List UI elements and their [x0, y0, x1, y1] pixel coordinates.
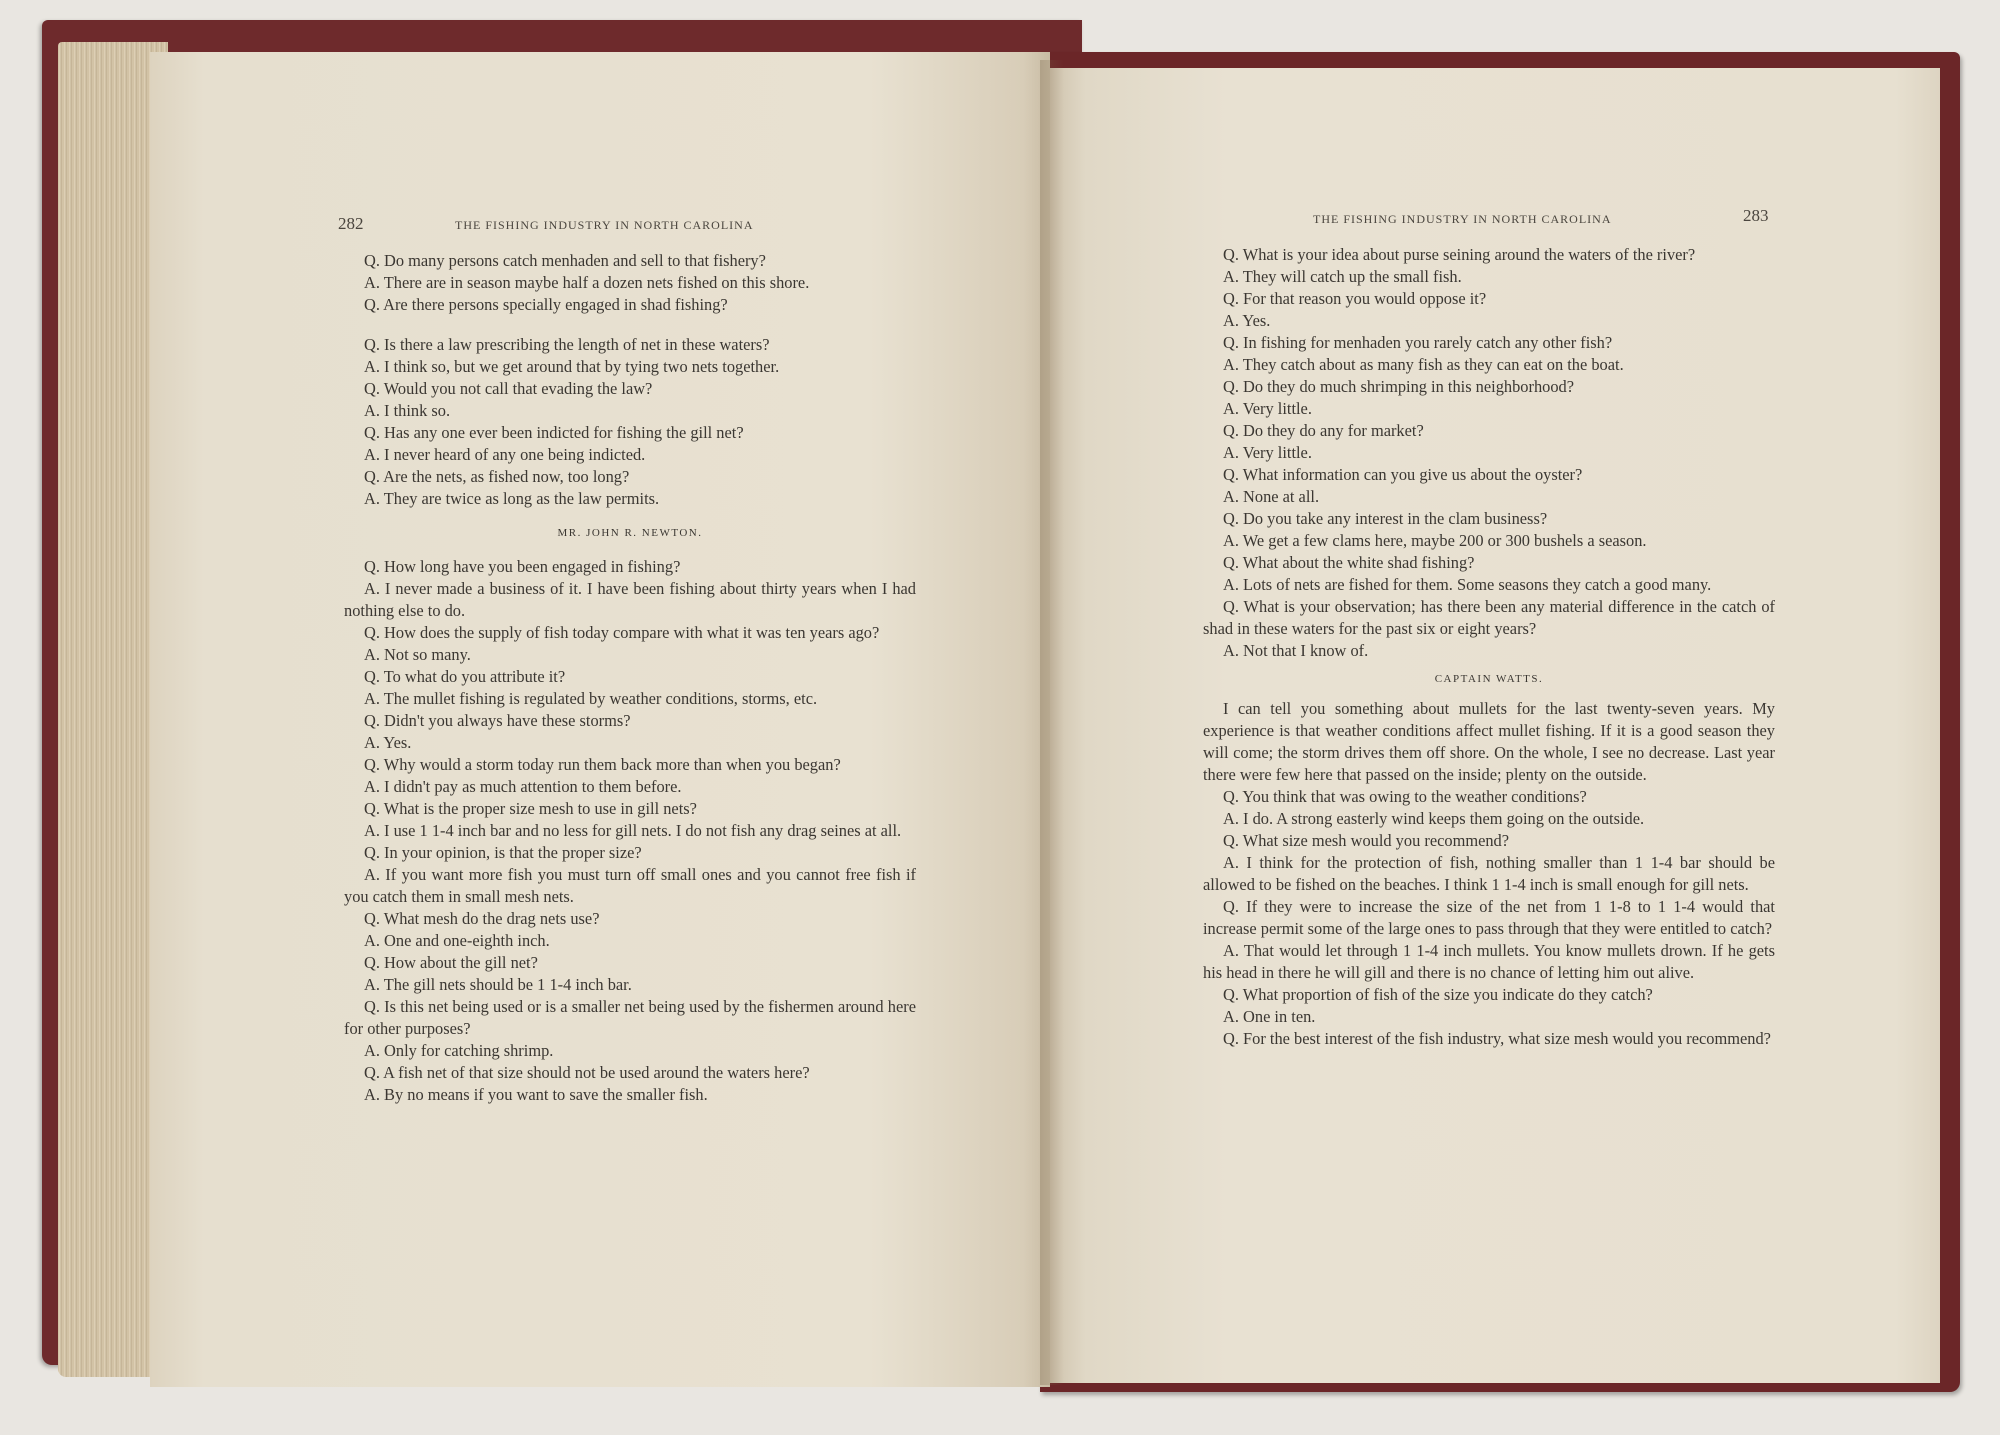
left-qa-group-3 — [344, 556, 916, 1106]
left-page-number: 282 — [338, 214, 364, 233]
paragraph: Q. Do they do much shrimping in this neighborhood? — [1223, 377, 1574, 396]
paragraph: Q. A fish net of that size should not be used around the waters here? — [364, 1063, 810, 1082]
paragraph: Q. Are there persons specially engaged in shad fishing? — [364, 295, 728, 314]
paragraph: A. I think so. — [364, 401, 451, 420]
right-running-head: THE FISHING INDUSTRY IN NORTH CAROLINA — [1313, 212, 1612, 226]
paragraph: A. By no means if you want to save the smaller fish. — [364, 1085, 708, 1104]
paragraph: A. Very little. — [1223, 443, 1312, 462]
paragraph: A. I think for the protection of fish, nothing smaller than 1 1-4 bar should be allowed to be fished on the beaches. I think 1 1-4 inch is small enough for gill nets. — [1203, 853, 1775, 894]
left-section-heading: MR. JOHN R. NEWTON. — [557, 527, 703, 539]
paragraph: Q. What is the proper size mesh to use in gill nets? — [364, 799, 697, 818]
paragraph: Q. What is your idea about purse seining around the waters of the river? — [1223, 245, 1696, 264]
left-running-head: THE FISHING INDUSTRY IN NORTH CAROLINA — [455, 218, 754, 232]
paragraph: A. I never made a business of it. I have been fishing about thirty years when I had nothing else to do. — [344, 579, 916, 620]
paragraph: Q. What proportion of fish of the size you indicate do they catch? — [1223, 985, 1653, 1004]
right-page-number: 283 — [1743, 206, 1769, 225]
paragraph: A. None at all. — [1223, 487, 1320, 506]
paragraph: A. Not so many. — [364, 645, 471, 664]
paragraph: Q. If they were to increase the size of the net from 1 1-8 to 1 1-4 would that increase permit some of the large ones to pass through that they were entitled to catch? — [1203, 897, 1775, 938]
paragraph: Q. What is your observation; has there been any material difference in the catch of shad in these waters for the past six or eight years? — [1203, 597, 1775, 638]
paragraph: A. Yes. — [364, 733, 412, 752]
paragraph: A. Lots of nets are fished for them. Some seasons they catch a good many. — [1223, 575, 1712, 594]
right-qa-group-2 — [1203, 698, 1775, 1050]
paragraph: A. There are in season maybe half a dozen nets fished on this shore. — [364, 273, 810, 292]
paragraph: Q. Are the nets, as fished now, too long? — [364, 467, 630, 486]
paragraph: Q. For that reason you would oppose it? — [1223, 289, 1487, 308]
paragraph: A. One in ten. — [1223, 1007, 1316, 1026]
paragraph: Q. In fishing for menhaden you rarely catch any other fish? — [1223, 333, 1613, 352]
paragraph: A. They will catch up the small fish. — [1223, 267, 1462, 286]
paragraph: A. I never heard of any one being indicted. — [364, 445, 646, 464]
left-text-block — [344, 250, 916, 1106]
paragraph: A. They are twice as long as the law permits. — [364, 489, 660, 508]
paragraph: A. Only for catching shrimp. — [364, 1041, 554, 1060]
paragraph: Q. What information can you give us about the oyster? — [1223, 465, 1583, 484]
paragraph: A. They catch about as many fish as they can eat on the boat. — [1223, 355, 1624, 374]
book-gutter — [1040, 60, 1064, 1385]
paragraph: Q. To what do you attribute it? — [364, 667, 566, 686]
paragraph: A. That would let through 1 1-4 inch mullets. You know mullets drown. If he gets his head in there he will gill and there is no chance of letting him out alive. — [1203, 941, 1775, 982]
paragraph: A. Very little. — [1223, 399, 1312, 418]
left-qa-group-2 — [344, 334, 916, 510]
paragraph: Q. How long have you been engaged in fishing? — [364, 557, 681, 576]
paragraph: Q. Is there a law prescribing the length of net in these waters? — [364, 335, 770, 354]
paragraph: Q. How does the supply of fish today compare with what it was ten years ago? — [364, 623, 880, 642]
paragraph: A. One and one-eighth inch. — [364, 931, 550, 950]
paragraph: Q. Do many persons catch menhaden and sell to that fishery? — [364, 251, 766, 270]
paragraph: A. Not that I know of. — [1223, 641, 1369, 660]
paragraph: Q. For the best interest of the fish industry, what size mesh would you recommend? — [1223, 1029, 1771, 1048]
paragraph: Q. What about the white shad fishing? — [1223, 553, 1475, 572]
paragraph: Q. What mesh do the drag nets use? — [364, 909, 600, 928]
paragraph: Q. What size mesh would you recommend? — [1223, 831, 1510, 850]
paragraph: A. If you want more fish you must turn off small ones and you cannot free fish if you catch them in small mesh nets. — [344, 865, 916, 906]
paragraph: A. I didn't pay as much attention to them before. — [364, 777, 682, 796]
paragraph: Q. How about the gill net? — [364, 953, 538, 972]
paragraph: A. The gill nets should be 1 1-4 inch bar. — [364, 975, 632, 994]
left-qa-group-1 — [344, 250, 916, 316]
right-section-heading: CAPTAIN WATTS. — [1434, 673, 1544, 685]
paragraph: Q. Why would a storm today run them back more than when you began? — [364, 755, 841, 774]
paragraph: Q. Do they do any for market? — [1223, 421, 1424, 440]
paragraph: A. Yes. — [1223, 311, 1271, 330]
paragraph: Q. You think that was owing to the weather conditions? — [1223, 787, 1587, 806]
paragraph: Q. Is this net being used or is a smaller net being used by the fishermen around here for other purposes? — [344, 997, 916, 1038]
paragraph: Q. Would you not call that evading the law? — [364, 379, 653, 398]
paragraph: Q. Do you take any interest in the clam business? — [1223, 509, 1548, 528]
paragraph: A. I do. A strong easterly wind keeps them going on the outside. — [1223, 809, 1645, 828]
paragraph: A. We get a few clams here, maybe 200 or 300 bushels a season. — [1223, 531, 1647, 550]
paragraph: I can tell you something about mullets for the last twenty-seven years. My experience is that weather conditions affect mullet fishing. If it is a good season they will come; the storm drives them off shore. On the whole, I see no decrease. Last year there were few here that passed on the inside; plenty on the outside. — [1203, 699, 1775, 784]
paragraph: Q. In your opinion, is that the proper size? — [364, 843, 642, 862]
right-qa-group-1 — [1203, 244, 1775, 662]
paragraph: A. I think so, but we get around that by tying two nets together. — [364, 357, 780, 376]
right-text-block — [1203, 244, 1775, 1050]
paragraph: A. The mullet fishing is regulated by weather conditions, storms, etc. — [364, 689, 818, 708]
paragraph: Q. Didn't you always have these storms? — [364, 711, 631, 730]
paragraph: A. I use 1 1-4 inch bar and no less for gill nets. I do not fish any drag seines at all. — [364, 821, 902, 840]
paragraph: Q. Has any one ever been indicted for fishing the gill net? — [364, 423, 744, 442]
